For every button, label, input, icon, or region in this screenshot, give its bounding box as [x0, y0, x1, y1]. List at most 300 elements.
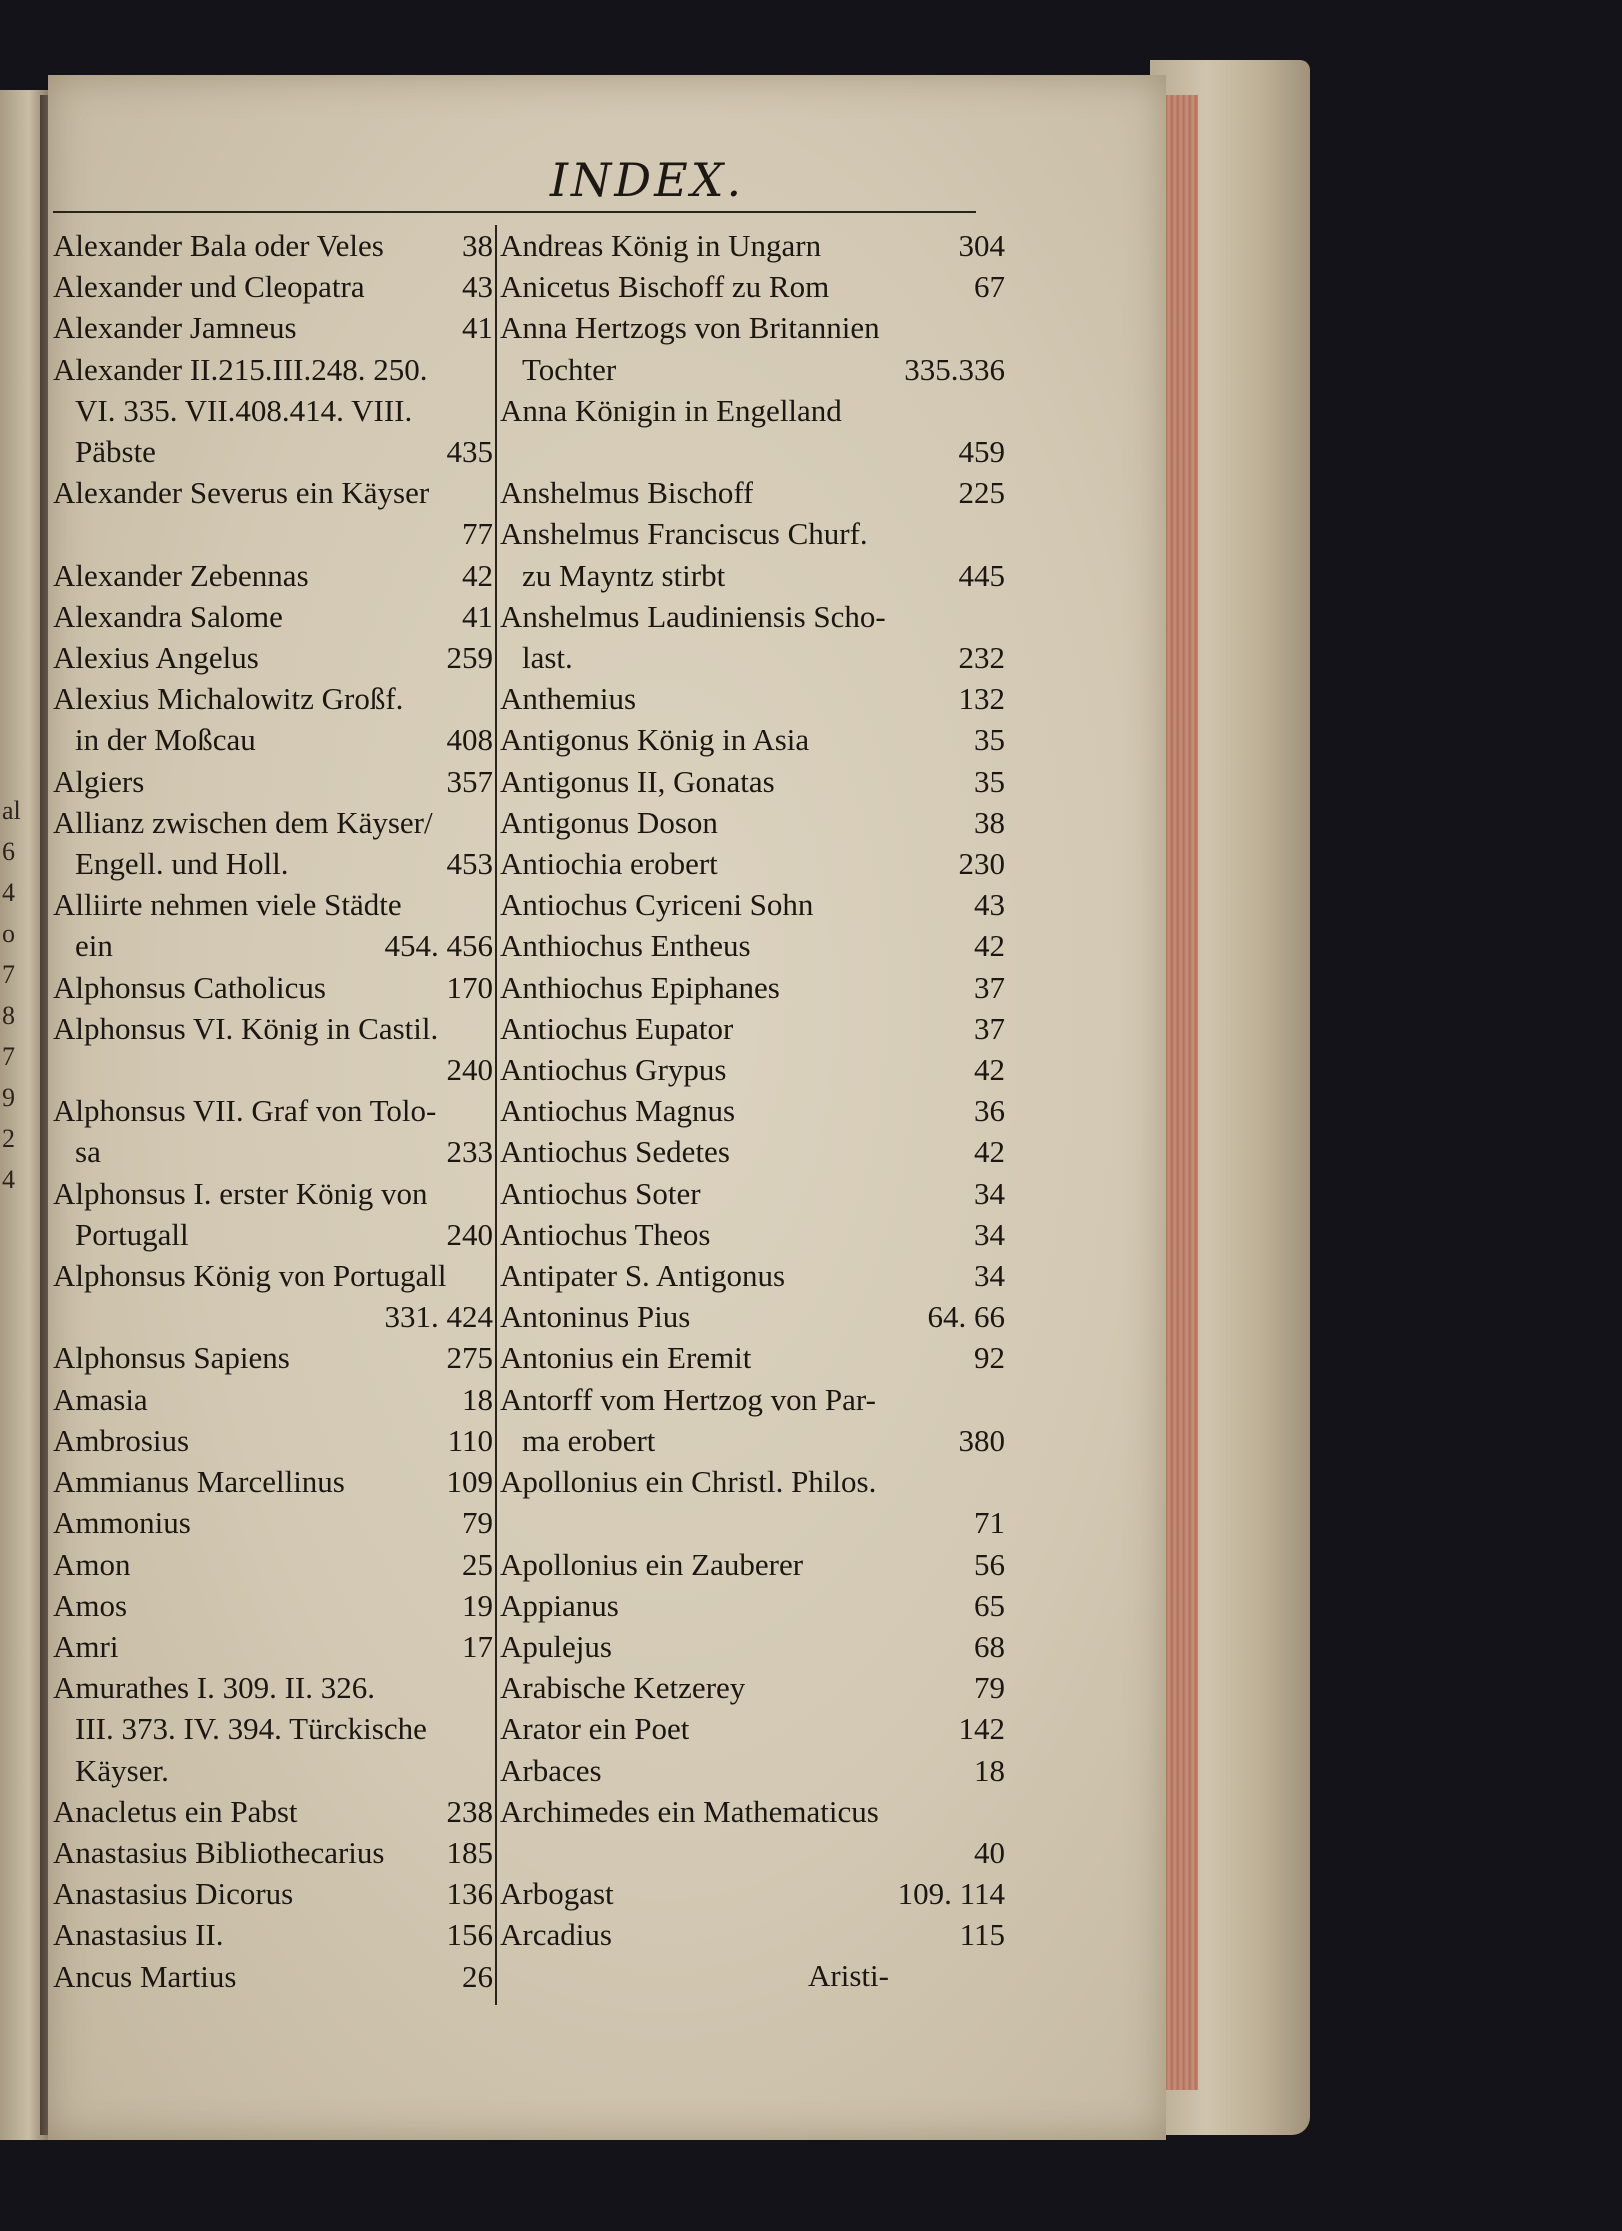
index-entry-page-ref: 110	[447, 1422, 493, 1458]
index-entry	[53, 307, 493, 348]
index-entry-line	[500, 1214, 1005, 1255]
margin-fragment: 9	[2, 1083, 15, 1112]
index-entry-line	[500, 678, 1005, 719]
margin-fragment: al	[2, 796, 21, 825]
index-entry	[53, 349, 493, 473]
index-entry-term: Ancus Martius	[53, 1958, 237, 1994]
index-entry-line	[500, 925, 1005, 966]
index-entry-page-ref	[997, 1461, 1005, 1502]
index-entry	[500, 802, 1005, 843]
index-entry-page-ref: 132	[958, 681, 1005, 717]
index-entry-page-ref: 26	[462, 1958, 493, 1994]
index-entry-line	[500, 1049, 1005, 1090]
index-entry-line	[500, 307, 1005, 348]
index-entry-page-ref: 170	[446, 969, 493, 1005]
index-entry	[500, 1585, 1005, 1626]
index-entry-line	[53, 884, 493, 925]
index-entry-term: Antiochus Eupator	[500, 1010, 734, 1046]
index-entry-page-ref: 232	[958, 640, 1005, 676]
index-entry-line	[500, 1708, 1005, 1749]
index-entry	[500, 761, 1005, 802]
index-entry-line	[500, 1173, 1005, 1214]
index-entry-page-ref: 18	[974, 1752, 1005, 1788]
index-entry	[53, 1544, 493, 1585]
index-entry-term: Anna Hertzogs von Britannien	[500, 310, 880, 346]
header-rule	[53, 211, 976, 213]
index-entry-page-ref	[485, 1173, 493, 1214]
index-entry-page-ref: 331. 424	[384, 1299, 493, 1335]
index-entry-term: Alexius Michalowitz Großf.	[53, 681, 404, 717]
index-entry-term: Apulejus	[500, 1628, 612, 1664]
index-entry-line	[500, 719, 1005, 760]
index-entry-line	[53, 1626, 493, 1667]
index-entry-line	[53, 1461, 493, 1502]
index-entry-page-ref: 435	[446, 434, 493, 470]
index-entry-page-ref: 43	[974, 887, 1005, 923]
index-entry	[53, 472, 493, 554]
index-entry-page-ref: 38	[462, 228, 493, 263]
index-entry	[500, 1544, 1005, 1585]
index-column-left	[53, 225, 493, 1997]
index-entry-line	[500, 1090, 1005, 1131]
left-page-margin-fragments	[2, 790, 32, 1200]
index-entry	[500, 1914, 1005, 1955]
index-entry-term: Alexander Zebennas	[53, 557, 309, 593]
index-entry-term: Amasia	[53, 1381, 148, 1417]
index-entry-page-ref	[485, 1090, 493, 1131]
index-entry-term: Alphonsus Catholicus	[53, 969, 326, 1005]
index-entry-term: Anastasius Dicorus	[53, 1876, 294, 1912]
index-entry-page-ref	[485, 1708, 493, 1749]
index-entry-page-ref: 42	[974, 1134, 1005, 1170]
index-entry	[500, 1626, 1005, 1667]
index-entry-line	[53, 1956, 493, 1997]
index-entry	[53, 1379, 493, 1420]
index-entry-term: Antiochus Magnus	[500, 1093, 736, 1129]
index-entry-page-ref	[485, 1750, 493, 1791]
index-entry-page-ref: 185	[446, 1834, 493, 1870]
index-entry-line	[53, 349, 493, 390]
index-entry-term: Arator ein Poet	[500, 1711, 690, 1747]
index-entry-page-ref: 142	[958, 1711, 1005, 1747]
index-entry-line	[53, 1914, 493, 1955]
index-entry-page-ref: 115	[959, 1917, 1005, 1953]
index-entry-page-ref: 36	[974, 1093, 1005, 1129]
index-entry	[500, 225, 1005, 266]
index-entry-line	[53, 596, 493, 637]
index-entry-term: Appianus	[500, 1587, 619, 1623]
index-entry-page-ref: 34	[974, 1216, 1005, 1252]
index-entry-line	[500, 472, 1005, 513]
index-entry	[53, 1461, 493, 1502]
index-entry-term: in der Moßcau	[75, 722, 256, 758]
index-entry-page-ref: 259	[446, 640, 493, 676]
index-entry	[500, 1337, 1005, 1378]
index-entry	[53, 1173, 493, 1255]
index-entry-term: Archimedes ein Mathematicus	[500, 1793, 879, 1829]
index-entry-line	[500, 555, 1005, 596]
index-entry-term: Antiochus Grypus	[500, 1052, 727, 1088]
index-entry-page-ref: 43	[462, 269, 493, 305]
index-entry-line	[500, 1544, 1005, 1585]
index-entry-page-ref	[485, 802, 493, 843]
index-entry-term: ein	[75, 928, 113, 964]
index-entry-page-ref: 238	[446, 1793, 493, 1829]
index-entry	[500, 1255, 1005, 1296]
index-entry-line	[500, 1420, 1005, 1461]
index-entry-page-ref	[485, 1008, 493, 1049]
index-entry-page-ref: 304	[958, 228, 1005, 263]
margin-fragment: 7	[2, 960, 15, 989]
index-entry-term: Antiochus Soter	[500, 1175, 701, 1211]
index-entry	[53, 1626, 493, 1667]
index-entry	[53, 884, 493, 966]
index-entry-line	[53, 1131, 493, 1172]
index-entry-line	[500, 266, 1005, 307]
index-entry	[53, 1337, 493, 1378]
index-entry-page-ref: 18	[462, 1381, 493, 1417]
index-entry-term: Antipater S. Antigonus	[500, 1258, 786, 1294]
index-entry-term: Algiers	[53, 763, 145, 799]
index-entry	[53, 1255, 493, 1337]
index-entry-line	[53, 1832, 493, 1873]
index-entry	[53, 1914, 493, 1955]
margin-fragment: 8	[2, 1001, 15, 1030]
index-entry-page-ref	[485, 884, 493, 925]
index-entry-page-ref	[485, 1667, 493, 1708]
index-entry-term: Antonius ein Eremit	[500, 1340, 752, 1376]
index-entry	[500, 967, 1005, 1008]
index-entry-line	[500, 637, 1005, 678]
index-entry-page-ref: 42	[462, 557, 493, 593]
index-entry	[53, 266, 493, 307]
index-entry	[500, 1131, 1005, 1172]
index-entry-term: Alphonsus Sapiens	[53, 1340, 290, 1376]
index-entry-page-ref: 156	[446, 1917, 493, 1953]
index-entry	[500, 1750, 1005, 1791]
index-entry-line	[500, 1626, 1005, 1667]
index-entry-line	[500, 1832, 1005, 1873]
index-entry	[500, 596, 1005, 678]
index-entry	[500, 266, 1005, 307]
index-entry-term: Engell. und Holl.	[75, 846, 289, 882]
index-entry	[53, 967, 493, 1008]
index-entry-term: Alphonsus König von Portugall	[53, 1258, 447, 1294]
index-entry-line	[500, 1296, 1005, 1337]
index-entry-term: Anastasius Bibliothecarius	[53, 1834, 385, 1870]
index-entry-page-ref	[997, 596, 1005, 637]
index-entry-line	[53, 678, 493, 719]
index-entry-page-ref: 109	[446, 1464, 493, 1500]
index-entry-line	[500, 761, 1005, 802]
margin-fragment: 6	[2, 837, 15, 866]
index-entry	[53, 1873, 493, 1914]
index-entry-page-ref: 233	[446, 1134, 493, 1170]
index-page	[48, 75, 1166, 2140]
index-entry	[500, 472, 1005, 513]
index-entry-term: Alexander II.215.III.248. 250.	[53, 351, 428, 387]
index-entry-page-ref	[997, 1791, 1005, 1832]
index-entry-line	[53, 802, 493, 843]
index-entry-page-ref: 240	[446, 1216, 493, 1252]
index-entry-line	[500, 1008, 1005, 1049]
index-entry-page-ref	[997, 1379, 1005, 1420]
index-entry-term: Alliirte nehmen viele Städte	[53, 887, 402, 923]
index-entry-term: Antigonus II, Gonatas	[500, 763, 775, 799]
index-entry-page-ref: 65	[974, 1587, 1005, 1623]
index-entry	[500, 307, 1005, 389]
index-entry-term: Anshelmus Bischoff	[500, 475, 754, 511]
index-entry	[500, 1708, 1005, 1749]
index-entry-line	[500, 1461, 1005, 1502]
index-entry-line	[53, 719, 493, 760]
index-entry-page-ref: 454. 456	[384, 928, 493, 964]
index-entry-term: Alexandra Salome	[53, 598, 283, 634]
index-entry-line	[53, 843, 493, 884]
index-entry-line	[53, 1255, 493, 1296]
index-entry	[53, 761, 493, 802]
index-entry-term: Arabische Ketzerey	[500, 1670, 746, 1706]
index-entry-line	[500, 1750, 1005, 1791]
index-entry	[53, 802, 493, 884]
index-entry-page-ref	[485, 349, 493, 390]
index-entry	[53, 1832, 493, 1873]
index-entry-page-ref: 92	[974, 1340, 1005, 1376]
index-entry-term: Ambrosius	[53, 1422, 190, 1458]
index-entry-line	[500, 1255, 1005, 1296]
margin-fragment: o	[2, 919, 15, 948]
index-entry-line	[500, 349, 1005, 390]
index-entry-page-ref: 25	[462, 1546, 493, 1582]
index-entry-line	[500, 1667, 1005, 1708]
index-entry-term: Alphonsus VI. König in Castil.	[53, 1010, 439, 1046]
index-entry	[53, 1502, 493, 1543]
index-entry-term: Tochter	[522, 351, 617, 387]
index-entry	[53, 225, 493, 266]
index-entry-term: Arbogast	[500, 1876, 614, 1912]
index-entry-page-ref: 136	[446, 1876, 493, 1912]
index-entry	[500, 1379, 1005, 1461]
index-entry-line	[500, 390, 1005, 431]
index-entry-page-ref: 357	[446, 763, 493, 799]
index-entry-line	[500, 596, 1005, 637]
margin-fragment: 2	[2, 1124, 15, 1153]
index-entry-term: Arbaces	[500, 1752, 602, 1788]
index-entry-page-ref	[997, 513, 1005, 554]
index-entry-line	[53, 266, 493, 307]
index-entry-page-ref	[485, 390, 493, 431]
index-entry-line	[53, 1544, 493, 1585]
index-entry-line	[53, 1502, 493, 1543]
index-entry-line	[53, 1379, 493, 1420]
index-entry-term: Arcadius	[500, 1917, 612, 1953]
index-entry-page-ref: 34	[974, 1258, 1005, 1294]
index-entry-term: Anastasius II.	[53, 1917, 224, 1953]
index-entry	[500, 884, 1005, 925]
index-entry-term: Portugall	[75, 1216, 189, 1252]
index-entry-page-ref: 64. 66	[927, 1299, 1005, 1335]
index-entry-page-ref: 34	[974, 1175, 1005, 1211]
index-entry-term: zu Mayntz stirbt	[522, 557, 726, 593]
index-entry	[500, 843, 1005, 884]
index-entry-line	[500, 1873, 1005, 1914]
index-entry-page-ref: 380	[958, 1422, 1005, 1458]
index-entry	[500, 1214, 1005, 1255]
index-entry-line	[53, 513, 493, 554]
index-entry-page-ref: 230	[958, 846, 1005, 882]
index-entry-line	[53, 1296, 493, 1337]
index-entry-line	[500, 1585, 1005, 1626]
index-entry-line	[500, 1914, 1005, 1955]
index-entry-line	[500, 967, 1005, 1008]
index-entry-page-ref: 77	[462, 516, 493, 552]
index-entry-page-ref	[485, 472, 493, 513]
index-column-right	[500, 225, 1005, 1956]
index-entry-term: Ammianus Marcellinus	[53, 1464, 345, 1500]
index-entry-line	[53, 1708, 493, 1749]
index-entry-page-ref: 35	[974, 722, 1005, 758]
index-entry	[500, 1049, 1005, 1090]
index-entry-term: Anthiochus Entheus	[500, 928, 751, 964]
index-entry-term: sa	[75, 1134, 101, 1170]
margin-fragment: 7	[2, 1042, 15, 1071]
index-entry-term: Amurathes I. 309. II. 326.	[53, 1670, 375, 1706]
index-entry	[500, 390, 1005, 472]
index-entry	[500, 1173, 1005, 1214]
index-entry-page-ref: 42	[974, 928, 1005, 964]
index-entry-line	[500, 1337, 1005, 1378]
index-entry-line	[53, 1873, 493, 1914]
index-entry	[53, 637, 493, 678]
index-entry-page-ref: 37	[974, 969, 1005, 1005]
margin-fragment: 4	[2, 1165, 15, 1194]
index-entry-line	[53, 555, 493, 596]
index-entry-line	[500, 1502, 1005, 1543]
index-entry	[53, 1956, 493, 1997]
index-entry-line	[53, 925, 493, 966]
index-entry-line	[53, 1750, 493, 1791]
index-entry-term: VI. 335. VII.408.414. VIII.	[75, 392, 413, 428]
index-entry-page-ref: 79	[974, 1670, 1005, 1706]
index-entry	[53, 1420, 493, 1461]
index-entry-term: Antiochia erobert	[500, 846, 718, 882]
index-entry-line	[53, 225, 493, 266]
index-entry-term: Amri	[53, 1628, 119, 1664]
index-entry-term: Apollonius ein Zauberer	[500, 1546, 804, 1582]
index-entry-term: Andreas König in Ungarn	[500, 228, 822, 263]
index-entry	[53, 1008, 493, 1090]
index-entry-page-ref: 275	[446, 1340, 493, 1376]
index-entry	[53, 1585, 493, 1626]
index-entry-line	[500, 1131, 1005, 1172]
index-entry-line	[53, 1337, 493, 1378]
index-entry-term: Alphonsus I. erster König von	[53, 1175, 428, 1211]
index-entry-term: Amon	[53, 1546, 131, 1582]
index-entry-term: Anshelmus Franciscus Churf.	[500, 516, 868, 552]
index-entry-term: Antiochus Cyriceni Sohn	[500, 887, 814, 923]
index-entry-line	[53, 637, 493, 678]
index-entry-page-ref: 408	[446, 722, 493, 758]
index-entry-term: Alphonsus VII. Graf von Tolo-	[53, 1093, 437, 1129]
index-entry-page-ref: 335.336	[904, 351, 1005, 387]
index-entry-line	[53, 472, 493, 513]
index-entry-page-ref	[485, 1255, 493, 1296]
index-entry-line	[500, 1379, 1005, 1420]
index-entry-term: Anacletus ein Pabst	[53, 1793, 298, 1829]
index-entry-term: Anna Königin in Engelland	[500, 392, 842, 428]
index-entry-line	[53, 1173, 493, 1214]
index-entry	[500, 719, 1005, 760]
index-entry	[53, 596, 493, 637]
index-entry-term: Amos	[53, 1587, 128, 1623]
index-entry-page-ref: 79	[462, 1505, 493, 1541]
column-divider	[495, 225, 497, 2005]
index-entry	[500, 1791, 1005, 1873]
index-entry	[53, 678, 493, 760]
index-entry	[53, 1667, 493, 1791]
index-entry-term: III. 373. IV. 394. Türckische	[75, 1711, 427, 1747]
index-entry-page-ref: 41	[462, 598, 493, 634]
index-entry-page-ref: 459	[958, 434, 1005, 470]
index-entry-page-ref: 41	[462, 310, 493, 346]
index-entry-line	[53, 761, 493, 802]
index-entry-line	[53, 1585, 493, 1626]
index-entry-line	[53, 1667, 493, 1708]
index-entry	[500, 1461, 1005, 1543]
margin-fragment: 4	[2, 878, 15, 907]
index-entry-page-ref: 42	[974, 1052, 1005, 1088]
index-entry-page-ref	[997, 307, 1005, 348]
index-entry-line	[53, 1214, 493, 1255]
index-entry-line	[53, 1008, 493, 1049]
index-entry-term: Anthiochus Epiphanes	[500, 969, 780, 1005]
index-entry-line	[500, 884, 1005, 925]
index-entry-line	[500, 1791, 1005, 1832]
index-entry-page-ref: 35	[974, 763, 1005, 799]
index-entry-term: Alexander Bala oder Veles	[53, 228, 384, 263]
index-entry-line	[53, 967, 493, 1008]
index-entry-page-ref: 68	[974, 1628, 1005, 1664]
index-entry-page-ref: 19	[462, 1587, 493, 1623]
index-entry	[53, 555, 493, 596]
index-entry	[500, 678, 1005, 719]
index-entry-page-ref: 17	[462, 1628, 493, 1664]
index-entry-line	[53, 1420, 493, 1461]
index-entry-term: Alexius Angelus	[53, 640, 259, 676]
index-entry-line	[500, 802, 1005, 843]
index-entry-term: Ammonius	[53, 1505, 191, 1541]
index-entry-term: Apollonius ein Christl. Philos.	[500, 1464, 877, 1500]
index-entry	[53, 1090, 493, 1172]
index-entry-term: Alexander und Cleopatra	[53, 269, 365, 305]
index-entry-line	[53, 390, 493, 431]
index-entry-term: ma erobert	[522, 1422, 656, 1458]
page-title: INDEX.	[549, 153, 745, 207]
index-entry-term: Antorff vom Hertzog von Par-	[500, 1381, 876, 1417]
index-entry-line	[500, 225, 1005, 266]
index-entry-term: Päbste	[75, 434, 156, 470]
index-entry-line	[500, 843, 1005, 884]
index-entry	[500, 1008, 1005, 1049]
index-entry-term: Allianz zwischen dem Käyser/	[53, 804, 433, 840]
index-entry-term: Antiochus Sedetes	[500, 1134, 730, 1170]
index-entry-term: last.	[522, 640, 573, 676]
index-entry-term: Anthemius	[500, 681, 637, 717]
index-entry-line	[53, 1049, 493, 1090]
index-entry-page-ref: 71	[974, 1505, 1005, 1541]
index-entry-term: Käyser.	[75, 1752, 169, 1788]
index-entry-term: Alexander Jamneus	[53, 310, 297, 346]
